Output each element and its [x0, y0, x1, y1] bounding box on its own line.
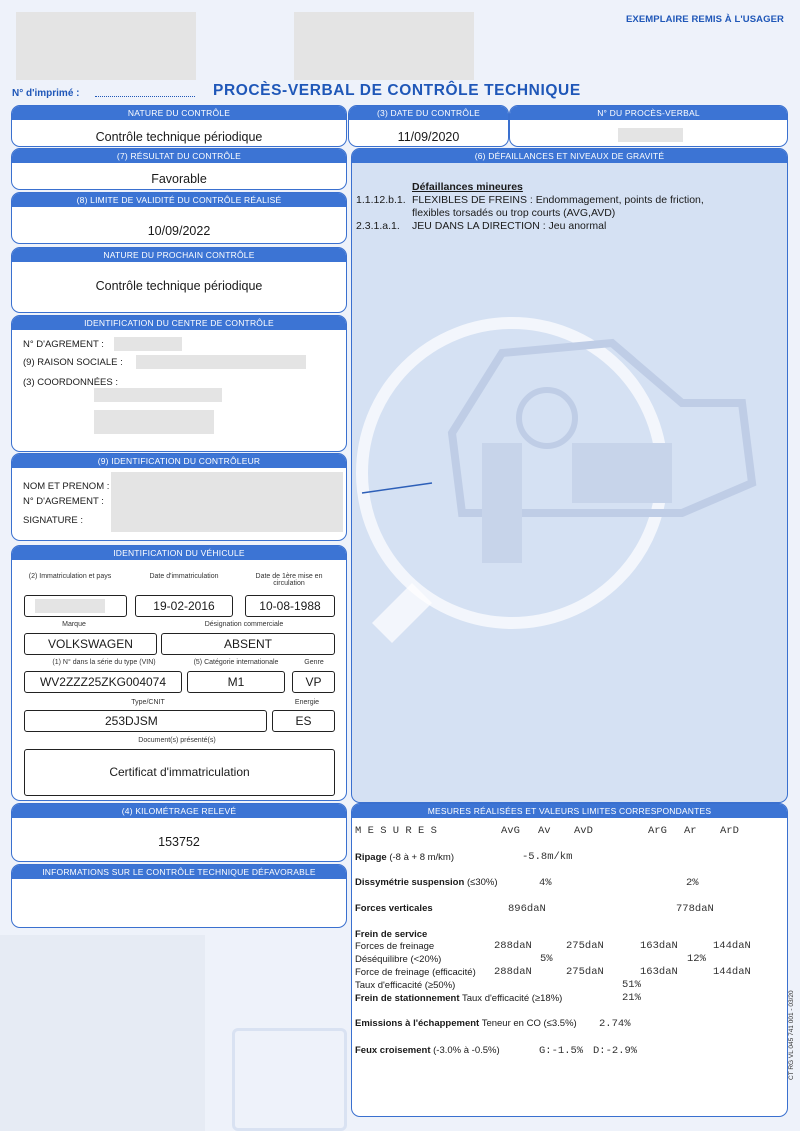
feux-g: G:-1.5%	[539, 1045, 584, 1057]
type-value: 253DJSM	[24, 710, 267, 732]
controleur-signature-label: SIGNATURE :	[23, 515, 83, 526]
defaillances-title: Défaillances mineures	[412, 181, 523, 193]
col-avd: AvD	[574, 825, 593, 837]
fe-ard: 144daN	[713, 966, 751, 978]
defaillances-heading: (6) DÉFAILLANCES ET NIVEAUX DE GRAVITÉ	[352, 149, 787, 163]
mesures-heading: MESURES RÉALISÉES ET VALEURS LIMITES CORRESPONDANTES	[352, 804, 787, 818]
limite-validite-box	[11, 192, 347, 244]
deseq-ar: 12%	[687, 953, 706, 965]
redacted-coord-2	[94, 410, 214, 434]
vin-value: WV2ZZZ25ZKG004074	[24, 671, 182, 693]
defaillances-panel	[351, 148, 788, 803]
centre-agrement-label: N° D'AGREMENT :	[23, 339, 104, 350]
date-circ-value: 10-08-1988	[245, 595, 335, 617]
nature-controle-heading: NATURE DU CONTRÔLE	[12, 106, 346, 120]
redacted-coord-1	[94, 388, 222, 402]
mesures-col-title: M E S U R E S	[355, 825, 437, 837]
defect-code-2: 2.3.1.a.1.	[356, 220, 400, 232]
limite-validite-value: 10/09/2022	[147, 224, 211, 238]
feux-limit: (-3.0% à -0.5%)	[433, 1045, 500, 1056]
vehicule-box	[11, 545, 347, 801]
informations-heading: INFORMATIONS SUR LE CONTRÔLE TECHNIQUE DÉFAVORABLE	[12, 865, 346, 879]
feux-d: D:-2.9%	[593, 1045, 638, 1057]
forces-freinage-label: Forces de freinage	[355, 941, 435, 952]
prochain-controle-value: Contrôle technique périodique	[95, 279, 263, 293]
limite-validite-heading: (8) LIMITE DE VALIDITÉ DU CONTRÔLE RÉALISÉ	[12, 193, 346, 207]
nature-controle-value: Contrôle technique périodique	[95, 130, 263, 144]
controleur-box	[11, 453, 347, 541]
categorie-value: M1	[187, 671, 285, 693]
resultat-heading: (7) RÉSULTAT DU CONTRÔLE	[12, 149, 346, 163]
numero-imprime-label: N° d'imprimé :	[12, 88, 80, 99]
genre-value: VP	[292, 671, 335, 693]
date-circ-label: Date de 1ère mise en circulation	[255, 573, 323, 587]
ripage-value: -5.8m/km	[522, 851, 573, 863]
stationnement-value: 21%	[622, 992, 641, 1004]
dissymetrie-ar: 2%	[686, 877, 699, 889]
immat-box	[24, 595, 127, 617]
form-side-code: CT RG VL 045 741 001 - 03/20	[788, 990, 795, 1080]
energie-label: Energie	[294, 699, 320, 706]
ripage-limit: (-8 à + 8 m/km)	[389, 852, 454, 863]
desequilibre-label: Déséquilibre (<20%)	[355, 954, 442, 965]
immat-label: (2) Immatriculation et pays	[28, 573, 112, 580]
energie-value: ES	[272, 710, 335, 732]
ff-avg: 288daN	[494, 940, 532, 952]
stamp-area	[0, 935, 205, 1131]
fe-avg: 288daN	[494, 966, 532, 978]
redacted-raison	[136, 355, 306, 369]
mesures-box	[351, 803, 788, 1117]
kilometrage-box	[11, 803, 347, 862]
informations-box	[11, 864, 347, 928]
numero-pv-box	[509, 105, 788, 147]
redacted-logo	[16, 12, 196, 80]
redacted-header-info	[294, 12, 474, 80]
defect-text-2a: JEU DANS LA DIRECTION : Jeu anormal	[412, 220, 607, 232]
stationnement-label-text: Frein de stationnement	[355, 993, 460, 1004]
feux-label-text: Feux croisement	[355, 1045, 431, 1056]
prochain-controle-heading: NATURE DU PROCHAIN CONTRÔLE	[12, 248, 346, 262]
ff-ard: 144daN	[713, 940, 751, 952]
col-ard: ArD	[720, 825, 739, 837]
dissymetrie-av: 4%	[539, 877, 552, 889]
defect-text-1a: FLEXIBLES DE FREINS : Endommagement, points de friction,	[412, 194, 704, 206]
defect-code-1: 1.1.12.b.1.	[356, 194, 406, 206]
resultat-value: Favorable	[151, 172, 207, 186]
emissions-label	[355, 1018, 577, 1029]
prochain-controle-box	[11, 247, 347, 313]
col-av: Av	[538, 825, 551, 837]
col-ar: Ar	[684, 825, 697, 837]
type-label: Type/CNIT	[131, 699, 165, 706]
stationnement-taux-label: Taux d'efficacité (≥18%)	[461, 993, 563, 1004]
ff-arg: 163daN	[640, 940, 678, 952]
ff-avd: 275daN	[566, 940, 604, 952]
centre-box	[11, 315, 347, 452]
dissymetrie-limit: (≤30%)	[466, 877, 498, 888]
frein-service-label: Frein de service	[355, 929, 428, 940]
controleur-agrement-label: N° D'AGREMENT :	[23, 496, 104, 507]
designation-value: ABSENT	[161, 633, 335, 655]
emissions-label-text: Emissions à l'échappement	[355, 1018, 480, 1029]
force-eff-label: Force de freinage (efficacité)	[355, 967, 476, 978]
centre-raison-label: (9) RAISON SOCIALE :	[23, 357, 123, 368]
vehicule-heading: IDENTIFICATION DU VÉHICULE	[12, 546, 346, 560]
date-immat-value: 19-02-2016	[135, 595, 233, 617]
stationnement-label	[355, 993, 562, 1004]
page-title: PROCÈS-VERBAL DE CONTRÔLE TECHNIQUE	[213, 82, 581, 99]
ripage-label	[355, 852, 454, 863]
resultat-box	[11, 148, 347, 190]
stamp-frame	[232, 1028, 347, 1131]
kilometrage-value: 153752	[158, 835, 200, 849]
date-controle-value: 11/09/2020	[397, 130, 460, 144]
dissymetrie-label	[355, 877, 498, 888]
fe-avd: 275daN	[566, 966, 604, 978]
redacted-controleur	[111, 472, 343, 532]
centre-coord-label: (3) COORDONNÉES :	[23, 377, 119, 388]
dissymetrie-label-text: Dissymétrie suspension	[355, 877, 465, 888]
ripage-label-text: Ripage	[355, 852, 387, 863]
date-immat-label: Date d'immatriculation	[149, 573, 219, 580]
defect-text-1b: flexibles torsadés ou trop courts (AVG,AVD)	[412, 207, 616, 219]
designation-label: Désignation commerciale	[204, 621, 284, 628]
vin-label: (1) N° dans la série du type (VIN)	[52, 659, 156, 666]
fv-av: 896daN	[508, 903, 546, 915]
document-value: Certificat d'immatriculation	[24, 749, 335, 796]
documents-label: Document(s) présenté(s)	[138, 737, 216, 744]
forces-verticales-label: Forces verticales	[355, 903, 433, 914]
marque-value: VOLKSWAGEN	[24, 633, 157, 655]
nature-controle-box	[11, 105, 347, 147]
date-controle-heading: (3) DATE DU CONTRÔLE	[349, 106, 508, 120]
controleur-nom-label: NOM ET PRENOM :	[23, 481, 110, 492]
emissions-co-label: Teneur en CO (≤3.5%)	[481, 1018, 577, 1029]
col-arg: ArG	[648, 825, 667, 837]
categorie-label: (5) Catégorie internationale	[193, 659, 279, 666]
kilometrage-heading: (4) KILOMÉTRAGE RELEVÉ	[12, 804, 346, 818]
marque-label: Marque	[62, 621, 86, 628]
genre-label: Genre	[304, 659, 324, 666]
deseq-av: 5%	[540, 953, 553, 965]
controleur-heading: (9) IDENTIFICATION DU CONTRÔLEUR	[12, 454, 346, 468]
redacted-immat	[35, 599, 105, 613]
feux-label	[355, 1045, 500, 1056]
redacted-agrement	[114, 337, 182, 351]
taux-label: Taux d'efficacité (≥50%)	[355, 980, 456, 991]
numero-imprime-line	[95, 96, 195, 97]
redacted-numero-pv	[618, 128, 683, 142]
vehicle-watermark-icon	[352, 163, 788, 803]
fe-arg: 163daN	[640, 966, 678, 978]
date-controle-box	[348, 105, 509, 147]
fv-ar: 778daN	[676, 903, 714, 915]
numero-pv-heading: N° DU PROCÈS-VERBAL	[510, 106, 787, 120]
taux-value: 51%	[622, 979, 641, 991]
centre-heading: IDENTIFICATION DU CENTRE DE CONTRÔLE	[12, 316, 346, 330]
emissions-value: 2.74%	[599, 1018, 631, 1030]
copy-label: EXEMPLAIRE REMIS À L'USAGER	[625, 14, 784, 25]
col-avg: AvG	[501, 825, 520, 837]
